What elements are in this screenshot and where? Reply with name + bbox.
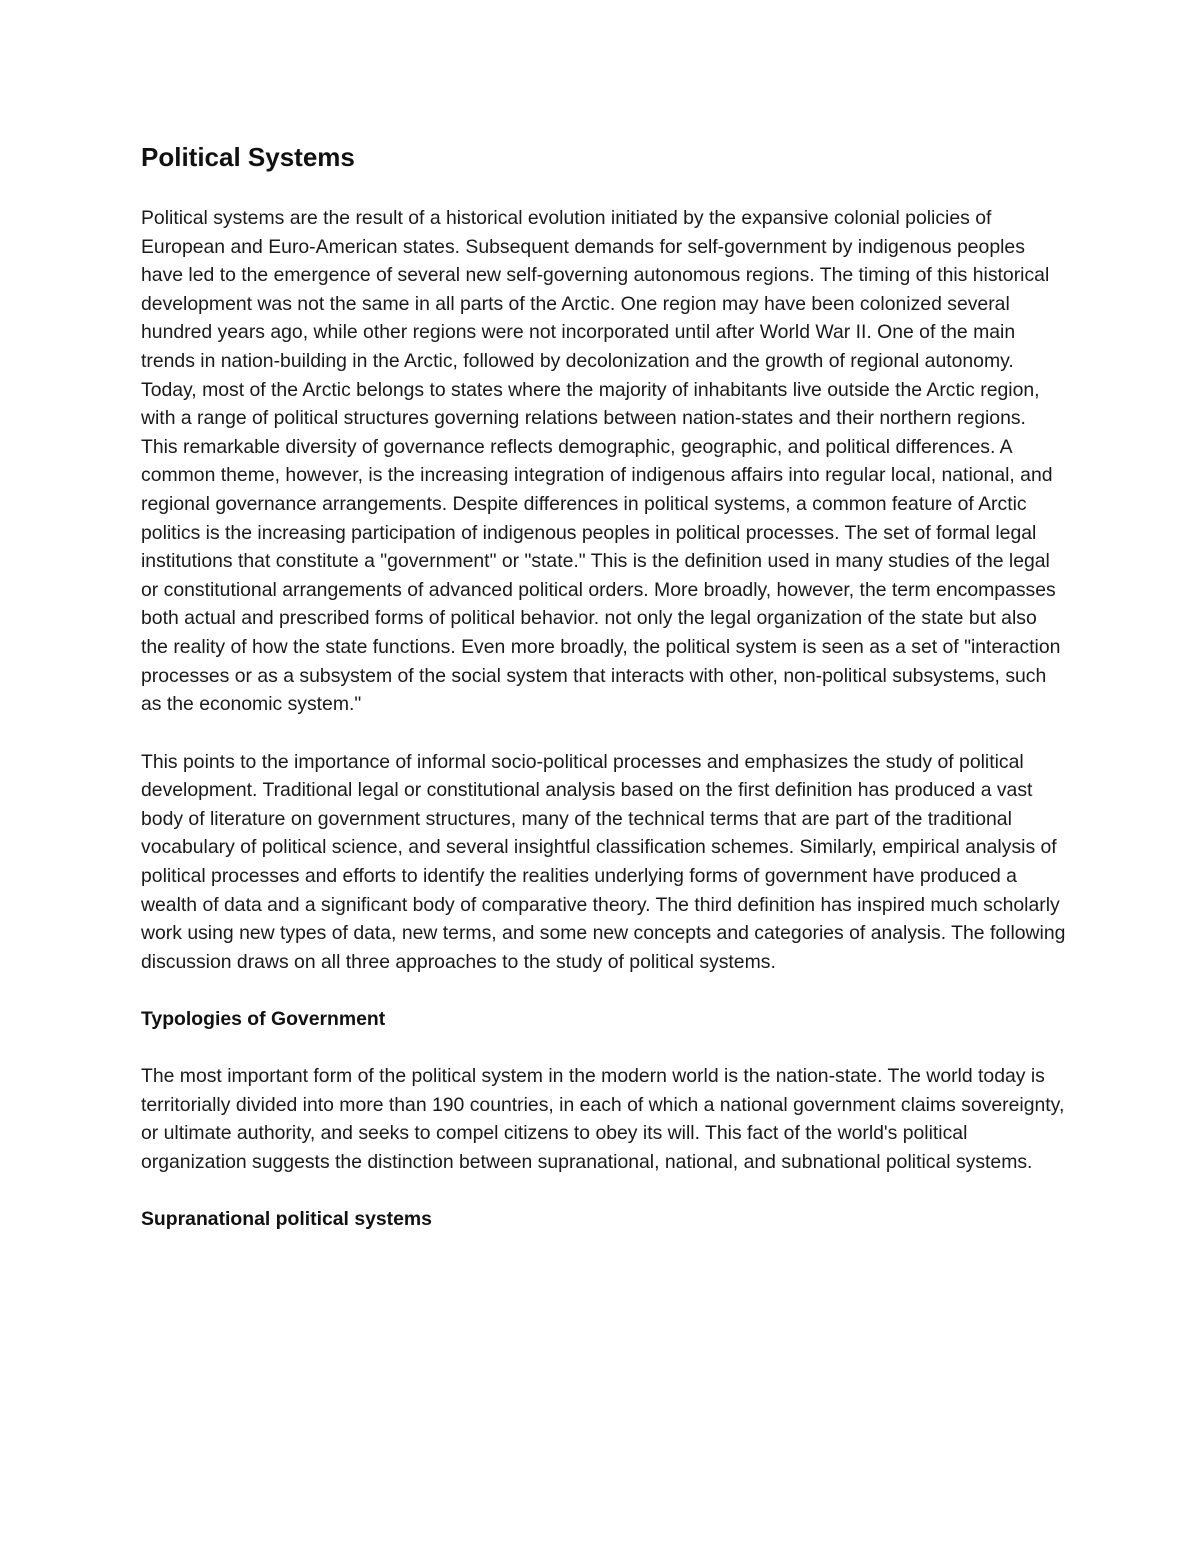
paragraph-nation-state: The most important form of the political system in the modern world is the nation-state. The world today is territorially divided into more than 190 countries, in each of which a national government claims sovereignty, or ultimate authority, and seeks to compel citizens to obey its will. This fact of the world's political organization suggests the distinction between supranational, national, and subnational political systems. (141, 1065, 1065, 1173)
paragraph-political-systems: Political systems are the result of a historical evolution initiated by the expansive colonial policies of European and Euro-American states. Subsequent demands for self-government by indigenous peoples have led to the emergence of several new self-governing autonomous regions. The timing of this historical development was not the same in all parts of the Arctic. One region may have been colonized several hundred years ago, while other regions were not incorporated until after World War II. One of the main trends in nation-building in the Arctic, followed by decolonization and the growth of regional autonomy. Today, most of the Arctic belongs to states where the majority of inhabitants live outside the Arctic region, with a range of political structures governing relations between nation-states and their northern regions. This remarkable diversity of governance reflects demographic, geographic, and political differences. A common theme, however, is the increasing integration of indigenous affairs into regular local, national, and regional governance arrangements. Despite differences in political systems, a common feature of Arctic politics is the increasing participation of indigenous peoples in political processes. The set of formal legal institutions that constitute a "government" or "state." This is the definition used in many studies of the legal or constitutional arrangements of advanced political orders. More broadly, however, the term encompasses both actual and prescribed forms of political behavior. not only the legal organization of the state but also the reality of how the state functions. Even more broadly, the political system is seen as a set of "interaction processes or as a subsystem of the social system that interacts with other, non-political subsystems, such as the economic system." (141, 207, 1061, 716)
heading-typologies-of-government: Typologies of Government (141, 1008, 386, 1031)
paragraph-informal-processes: This points to the importance of informal socio-political processes and emphasizes the study of political development. Traditional legal or constitutional analysis based on the first definition has produced a vast body of literature on government structures, many of the technical terms that are part of the traditional vocabulary of political science, and several insightful classification schemes. Similarly, empirical analysis of political processes and efforts to identify the realities underlying forms of government have produced a wealth of data and a significant body of comparative theory. The third definition has inspired much scholarly work using new types of data, new terms, and some new concepts and categories of analysis. The following discussion draws on all three approaches to the study of political systems. (141, 750, 1066, 973)
document-body (141, 137, 1066, 1234)
heading-supranational-political-systems: Supranational political systems (141, 1208, 432, 1231)
document-title: Political Systems (141, 142, 355, 172)
